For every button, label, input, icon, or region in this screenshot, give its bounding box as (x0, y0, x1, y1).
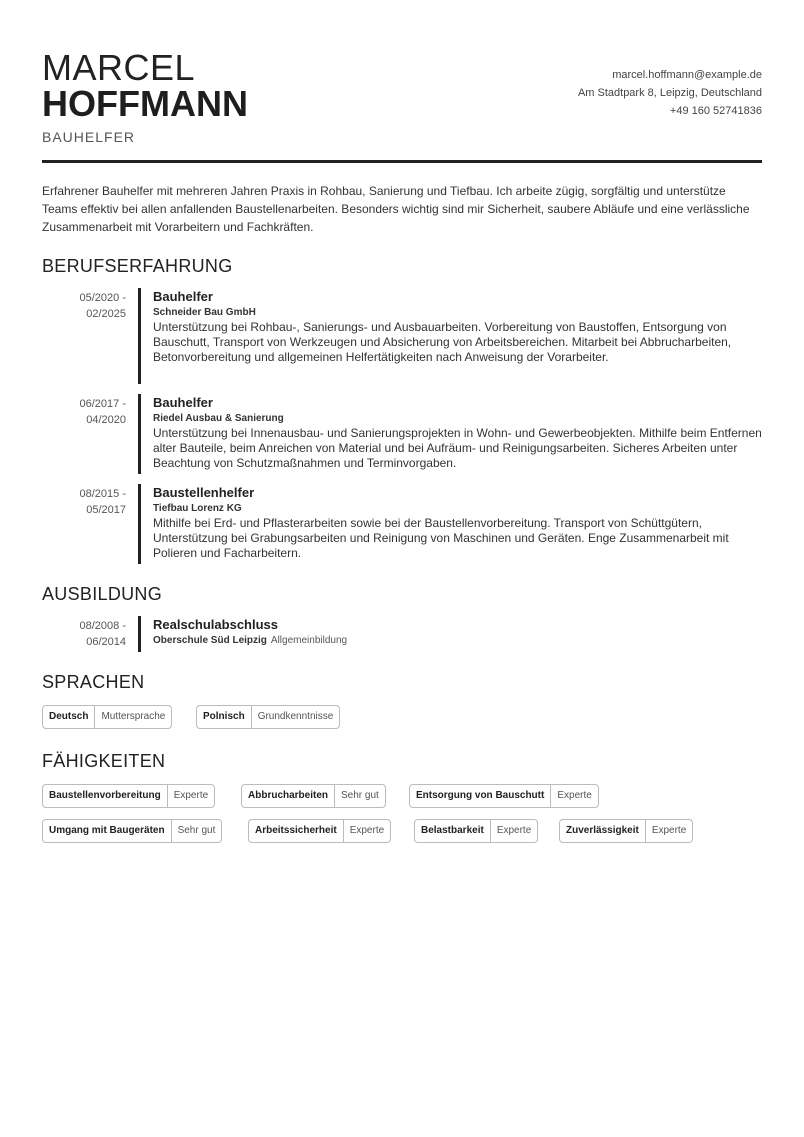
skill-tag (42, 819, 222, 843)
skill-tag (414, 819, 538, 843)
skill-name: Baustellenvorbereitung (43, 785, 168, 807)
date-to: 06/2014 (86, 636, 126, 648)
entry-dates (42, 290, 126, 322)
entry-description: Mithilfe bei Erd- und Pflasterarbeiten sowie bei der Baustellenvorbereitung. Transport von Schüttgütern, Unterstützung bei Grabungsarbeiten und Reinigung von Maschinen und Geräten. Enge Zusammenarbeit mit Polieren und Facharbeitern. (153, 516, 729, 560)
first-name: MARCEL (42, 47, 196, 88)
date-from: 08/2008 - (79, 620, 126, 632)
skill-level: Sehr gut (177, 825, 216, 836)
section-title-languages: SPRACHEN (42, 672, 145, 692)
skill-level: Experte (173, 790, 209, 801)
language-name: Polnisch (197, 706, 252, 728)
date-to: 02/2025 (86, 308, 126, 320)
job-title: BAUHELFER (42, 129, 136, 145)
resume-header (42, 0, 762, 162)
education-entry (42, 616, 762, 652)
section-title-experience: BERUFSERFAHRUNG (42, 256, 233, 276)
school-type: Allgemeinbildung (270, 635, 348, 646)
entry-content (153, 484, 762, 561)
language-level: Muttersprache (101, 711, 166, 722)
entry-description: Unterstützung bei Rohbau-, Sanierungs- und Ausbauarbeiten. Vorbereitung von Baustoffen, Entsorgung von Bauschutt, Transport von Werkzeugen und Absicherung von Arbeitsbereichen. Mitarbeit bei Abbrucharbeiten, Betonvorbereitung und allgemeinen Helfertätigkeiten nach Anweisung der Vorarbeiter. (153, 320, 732, 364)
timeline-bar (138, 484, 141, 564)
language-level: Grundkenntnisse (257, 711, 334, 722)
entry-title: Realschulabschluss (153, 617, 278, 632)
last-name: HOFFMANN (42, 83, 248, 124)
date-to: 04/2020 (86, 414, 126, 426)
entry-company: Tiefbau Lorenz KG (153, 503, 242, 514)
experience-entry (42, 288, 762, 384)
date-from: 06/2017 - (79, 398, 126, 410)
skill-tag (559, 819, 693, 843)
experience-entry (42, 484, 762, 564)
date-to: 05/2017 (86, 504, 126, 516)
skill-name: Abbrucharbeiten (242, 785, 335, 807)
language-tag (42, 705, 172, 729)
language-name: Deutsch (43, 706, 95, 728)
summary: Erfahrener Bauhelfer mit mehreren Jahren Praxis in Rohbau, Sanierung und Tiefbau. Ich arbeite zügig, sorgfältig und unterstütze Teams effektiv bei allen anfallenden Baustellenarbeiten. Besonders wichtig sind mir Sicherheit, saubere Abläufe und eine verlässliche Zusammenarbeit mit Vorarbeitern und Fachkräften. (42, 184, 750, 234)
entry-title: Bauhelfer (153, 289, 213, 304)
section-title-skills: FÄHIGKEITEN (42, 751, 166, 771)
entry-school (153, 634, 762, 648)
entry-content (153, 616, 762, 648)
skill-level: Experte (349, 825, 385, 836)
address: Am Stadtpark 8, Leipzig, Deutschland (577, 87, 762, 99)
entry-dates (42, 486, 126, 518)
skill-level: Experte (496, 825, 532, 836)
experience-entry (42, 394, 762, 474)
section-title-education: AUSBILDUNG (42, 584, 163, 604)
skill-tag (42, 784, 215, 808)
entry-title: Bauhelfer (153, 395, 213, 410)
school-name: Oberschule Süd Leipzig (153, 635, 267, 646)
skill-tag (409, 784, 599, 808)
skill-level: Experte (557, 790, 592, 801)
timeline-bar (138, 616, 141, 652)
entry-content (153, 394, 762, 471)
skill-name: Zuverlässigkeit (560, 820, 646, 842)
skill-name: Belastbarkeit (415, 820, 491, 842)
skill-name: Umgang mit Baugeräten (43, 820, 172, 842)
entry-company: Schneider Bau GmbH (153, 307, 256, 318)
header-divider (42, 160, 762, 163)
entry-dates (42, 396, 126, 428)
skill-tag (248, 819, 391, 843)
skill-tag (241, 784, 386, 808)
skill-name: Entsorgung von Bauschutt (410, 785, 551, 807)
entry-title: Baustellenhelfer (153, 485, 255, 500)
skill-level: Sehr gut (341, 790, 379, 801)
date-from: 08/2015 - (79, 488, 126, 500)
skill-level: Experte (651, 825, 687, 836)
timeline-bar (138, 394, 141, 474)
date-from: 05/2020 - (79, 292, 126, 304)
phone[interactable]: +49 160 52741836 (669, 105, 762, 117)
entry-company: Riedel Ausbau & Sanierung (153, 413, 284, 424)
skill-name: Arbeitssicherheit (249, 820, 344, 842)
language-tag (196, 705, 340, 729)
email[interactable]: marcel.hoffmann@example.de (612, 69, 762, 81)
contact-block (578, 66, 762, 120)
entry-content (153, 288, 762, 365)
timeline-bar (138, 288, 141, 384)
entry-description: Unterstützung bei Innenausbau- und Sanierungsprojekten in Wohn- und Gewerbeobjekten. Mithilfe beim Entfernen alter Bauteile, beim Anreichen von Material und bei Aufräum- und Reinigungsarbeiten. Sicheres Arbeiten unter Beachtung von Schutzmaßnahmen und Terminvorgaben. (153, 426, 762, 470)
entry-dates (42, 618, 126, 650)
